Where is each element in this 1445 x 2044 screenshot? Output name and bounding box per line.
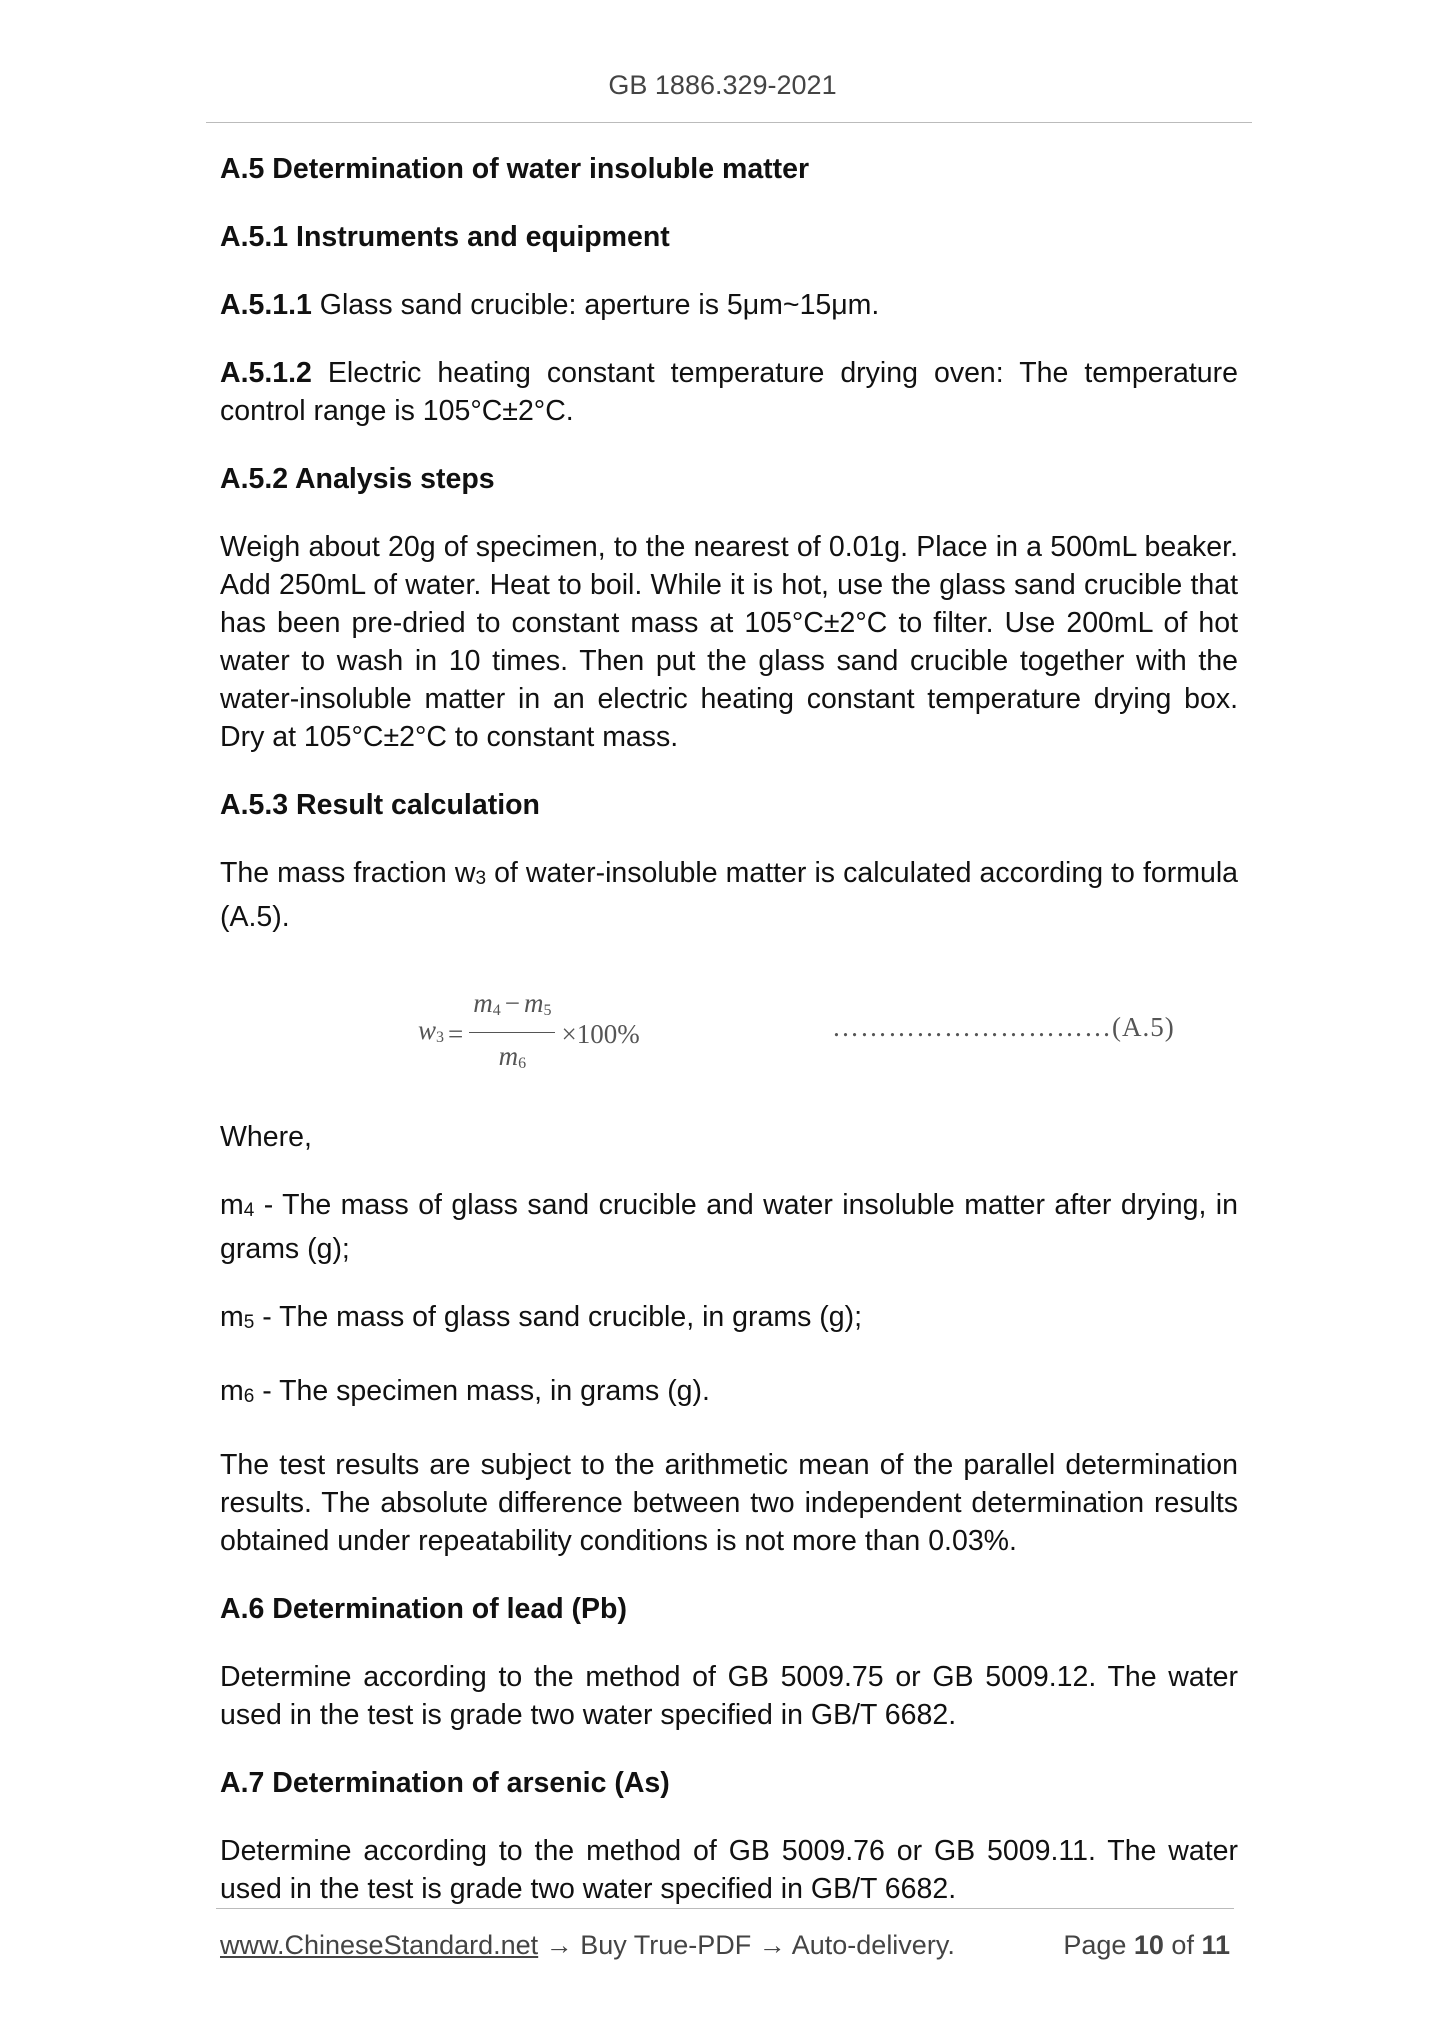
formula-numerator: m4 − m5 <box>469 984 555 1033</box>
document-id: GB 1886.329-2021 <box>608 70 837 100</box>
page-total: 11 <box>1201 1930 1230 1960</box>
formula-lhs: w3 <box>418 1014 445 1046</box>
website-link[interactable]: www.ChineseStandard.net <box>220 1930 539 1960</box>
calculation-intro: The mass fraction $w_3$ of water-insoluble matter is calculated according to formula (A.5). <box>220 857 1239 933</box>
where-label: Where, <box>220 1121 312 1153</box>
footer-tagline: → Buy True-PDF → Auto-delivery. <box>538 1930 955 1960</box>
clause-number: A.5.1.1 <box>220 289 312 321</box>
heading-a6: A.6 Determination of lead (Pb) <box>220 1593 627 1625</box>
heading-a51: A.5.1 Instruments and equipment <box>220 221 670 253</box>
formula-denominator: m6 <box>498 1041 527 1072</box>
arsenic-method-paragraph: Determine according to the method of GB 5009.76 or GB 5009.11. The water used in the test is grade two water specified in GB/T 6682. <box>220 1835 1238 1905</box>
formula-equals: = <box>448 1018 464 1049</box>
result-note: The test results are subject to the arithmetic mean of the parallel determination results. The absolute difference between two independent determination results obtained under repeatability conditions is not more than 0.03%. <box>220 1449 1238 1557</box>
clause-text: Electric heating constant temperature drying oven: The temperature control range is 105°C±2°C. <box>220 357 1238 427</box>
formula-fraction <box>469 984 555 1083</box>
definition-m5: $m_5$ - The mass of glass sand crucible, in grams (g); <box>220 1301 863 1333</box>
clause-a511 <box>220 286 1238 324</box>
clause-a512 <box>220 354 1238 430</box>
page-indicator: Page 10 of 11 <box>1063 1930 1230 1960</box>
definition-m6: $m_6$ - The specimen mass, in grams (g). <box>220 1375 710 1407</box>
page-number: 10 <box>1133 1930 1164 1960</box>
heading-a53: A.5.3 Result calculation <box>220 789 540 821</box>
document-body <box>220 150 1238 1938</box>
analysis-steps-paragraph: Weigh about 20g of specimen, to the nearest of 0.01g. Place in a 500mL beaker. Add 250mL of water. Heat to boil. While it is hot, use the glass sand crucible that has been pre-dried to constant mass at 105°C±2°C to filter. Use 200mL of hot water to wash in 10 times. Then put the glass sand crucible together with the water-insoluble matter in an electric heating constant temperature drying box. Dry at 105°C±2°C to constant mass. <box>220 531 1238 753</box>
clause-text: Glass sand crucible: aperture is 5μm~15μm. <box>311 289 880 321</box>
document-header <box>0 70 1445 101</box>
header-divider <box>206 122 1252 123</box>
heading-a5: A.5 Determination of water insoluble matter <box>220 153 810 185</box>
formula-times-100-percent: ×100% <box>561 1018 640 1049</box>
definition-m4: $m_4$ - The mass of glass sand crucible and water insoluble matter after drying, in grams (g); <box>220 1189 1238 1265</box>
footer-divider <box>216 1908 1234 1909</box>
lead-method-paragraph: Determine according to the method of GB 5009.75 or GB 5009.12. The water used in the test is grade two water specified in GB/T 6682. <box>220 1661 1238 1731</box>
heading-a7: A.7 Determination of arsenic (As) <box>220 1767 670 1799</box>
formula-reference: …………………………(A.5) <box>832 1012 1175 1042</box>
formula-expression <box>418 984 640 1083</box>
clause-number: A.5.1.2 <box>220 357 312 389</box>
heading-a52: A.5.2 Analysis steps <box>220 463 495 495</box>
footer-left <box>220 1930 955 1961</box>
formula-a5 <box>220 966 1238 1084</box>
